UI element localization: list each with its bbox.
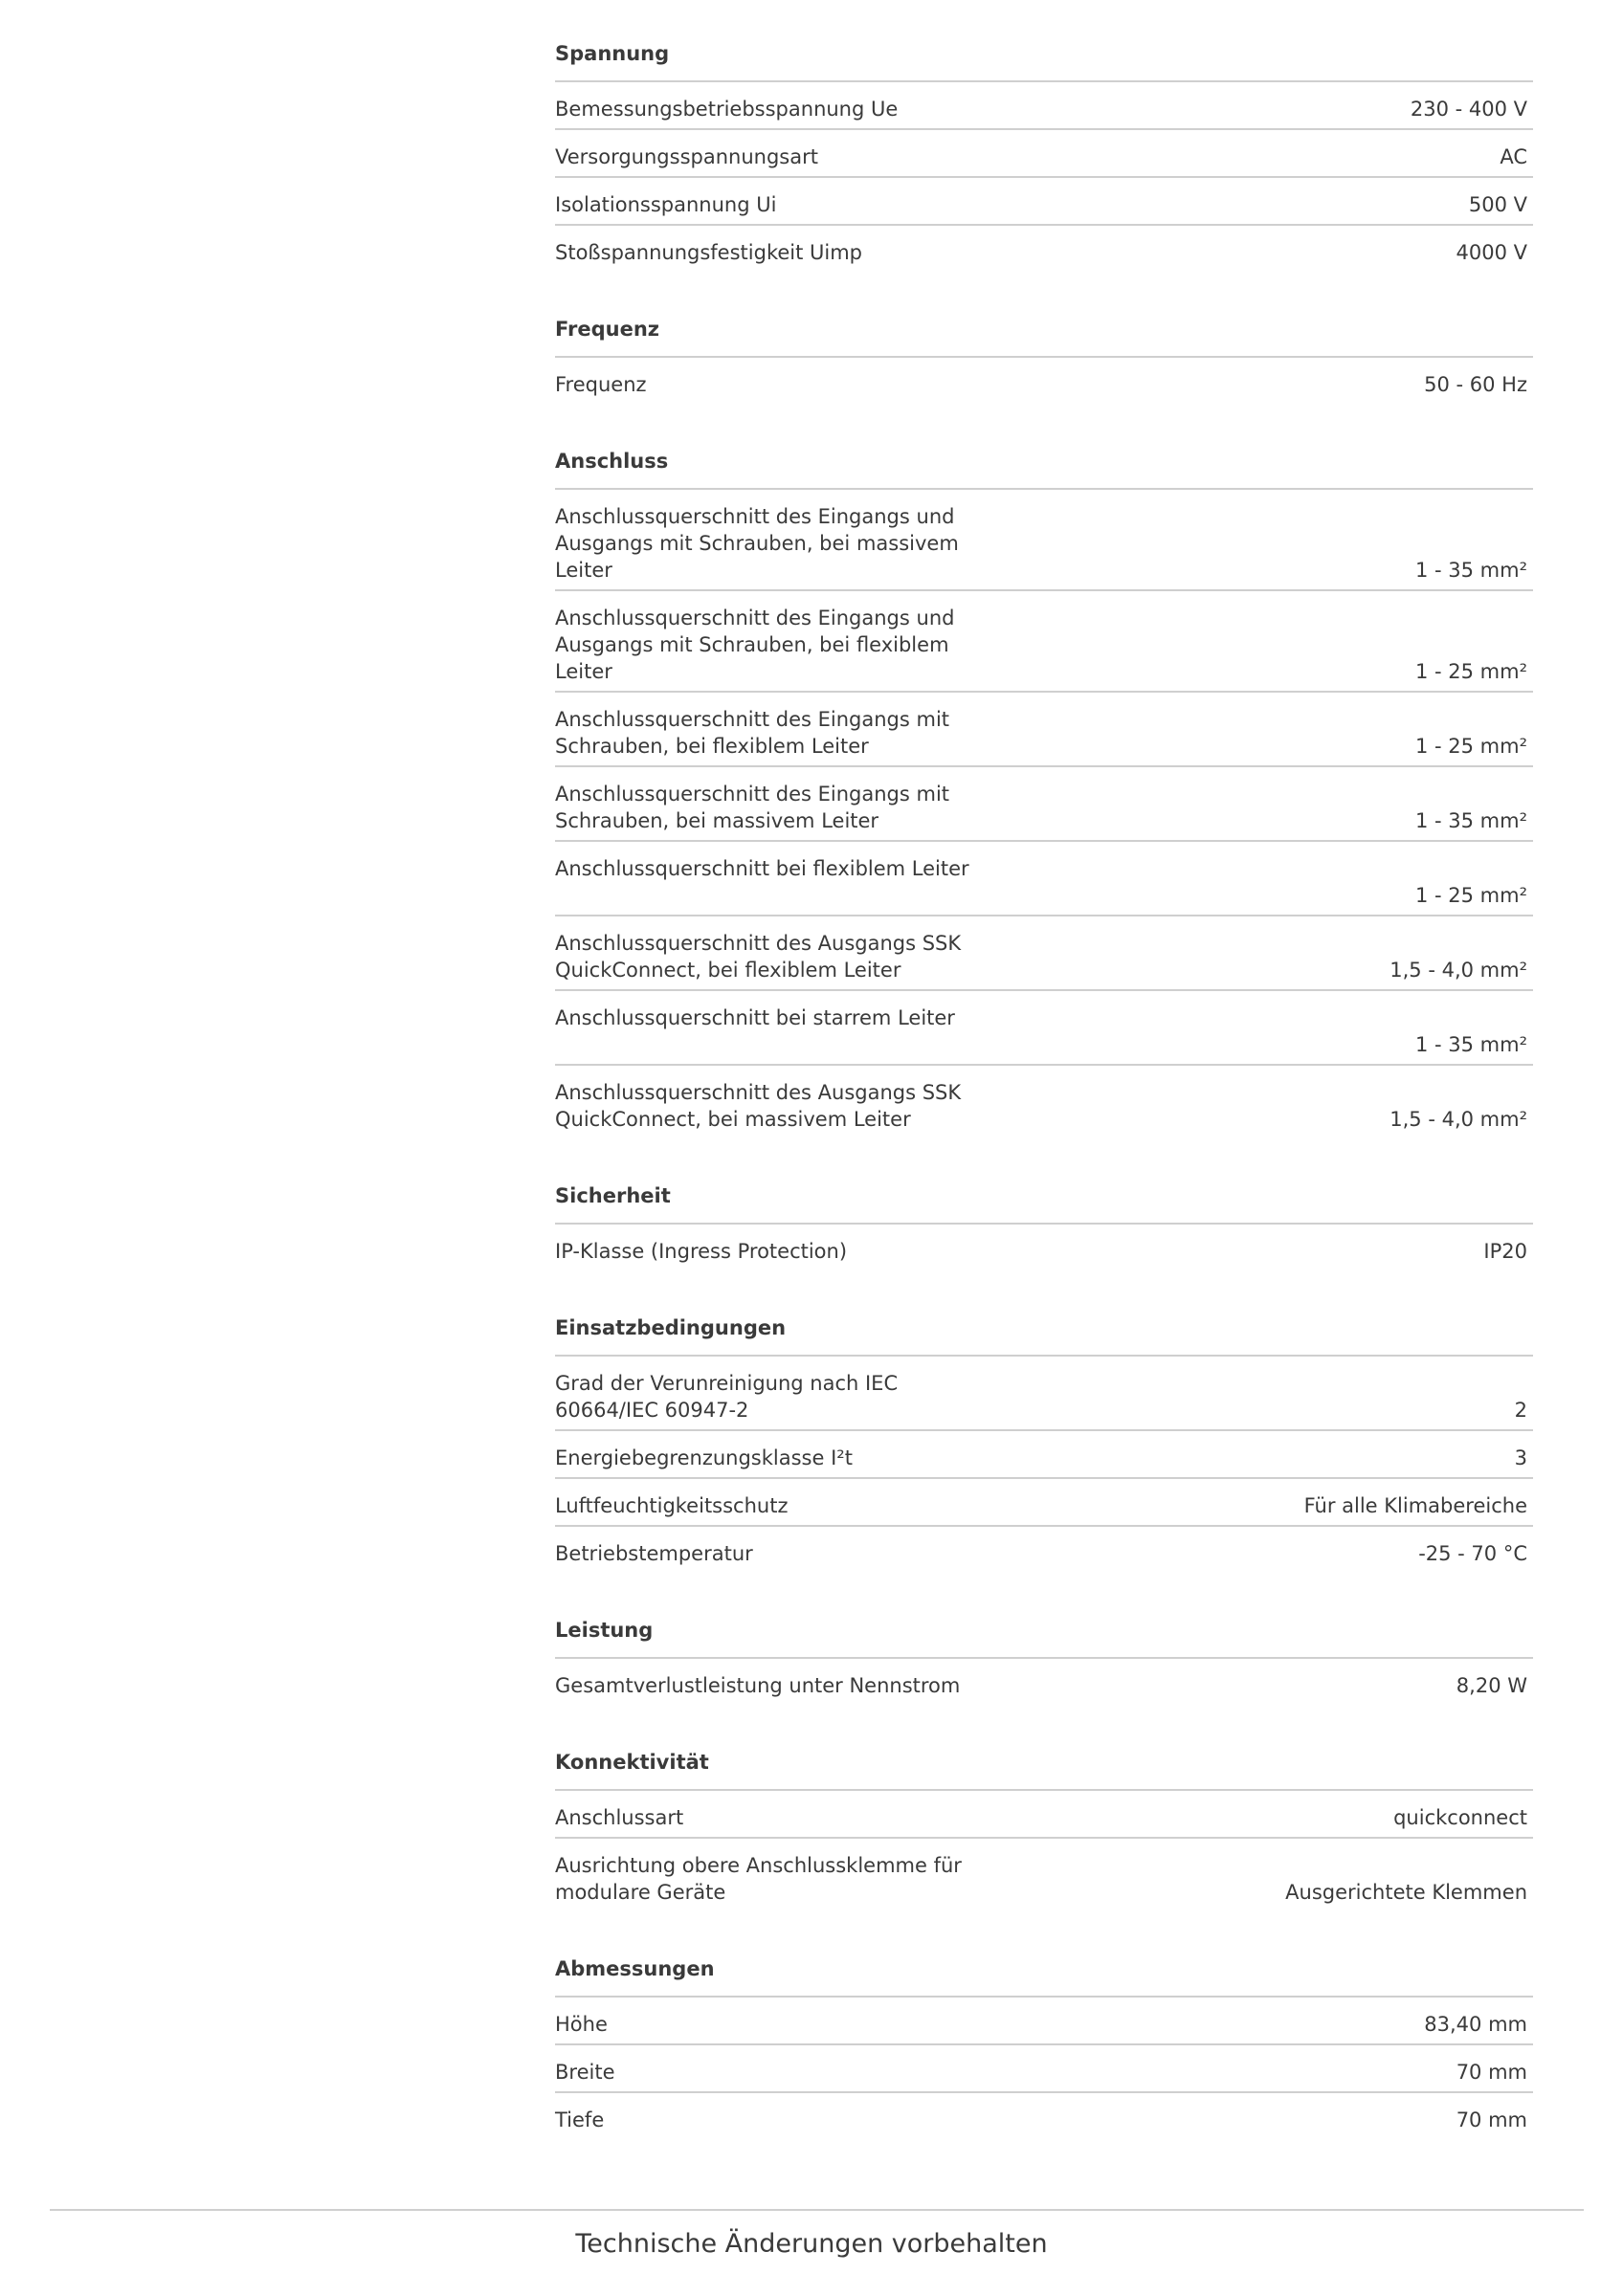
spec-value: 1,5 - 4,0 mm²: [1390, 1108, 1527, 1131]
spec-label: Versorgungsspannungsart: [555, 145, 818, 168]
spec-value: Ausgerichtete Klemmen: [1285, 1881, 1527, 1904]
spec-value: 1,5 - 4,0 mm²: [1390, 959, 1527, 982]
spec-value: 8,20 W: [1456, 1674, 1527, 1697]
spec-value: 70 mm: [1456, 2108, 1527, 2131]
spec-label: Frequenz: [555, 373, 647, 396]
section-title: Konnektivität: [555, 1751, 709, 1774]
spec-value: 2: [1514, 1399, 1527, 1422]
spec-label: Breite: [555, 2061, 615, 2084]
spec-label: Anschlussquerschnitt des Eingangs mit Schrauben, bei flexiblem Leiter: [555, 708, 950, 758]
spec-label: Anschlussquerschnitt des Eingangs mit Schrauben, bei massivem Leiter: [555, 783, 950, 832]
spec-row: [555, 224, 1533, 272]
spec-row: [555, 1657, 1533, 1705]
spec-label: Anschlussquerschnitt des Ausgangs SSK QuickConnect, bei massivem Leiter: [555, 1081, 962, 1131]
spec-value: 1 - 35 mm²: [1414, 809, 1527, 832]
spec-value: 1 - 25 mm²: [1414, 735, 1527, 758]
spec-row: [555, 989, 1533, 1064]
spec-label: Isolationsspannung Ui: [555, 193, 777, 216]
spec-row: [555, 915, 1533, 989]
spec-label: Anschlussquerschnitt bei starrem Leiter: [555, 1006, 955, 1029]
spec-label: Anschlussart: [555, 1806, 684, 1829]
spec-row: [555, 589, 1533, 691]
spec-value: 50 - 60 Hz: [1424, 373, 1527, 396]
spec-value: -25 - 70 °C: [1418, 1542, 1527, 1565]
spec-label: Ausrichtung obere Anschlussklemme für modulare Geräte: [555, 1854, 962, 1904]
spec-row: [555, 128, 1533, 176]
spec-value: IP20: [1483, 1240, 1527, 1263]
spec-row: [555, 1996, 1533, 2043]
spec-row: [555, 1477, 1533, 1525]
section-title: Anschluss: [555, 450, 669, 473]
spec-row: [555, 356, 1533, 404]
spec-value: 1 - 25 mm²: [1414, 884, 1527, 907]
spec-label: IP-Klasse (Ingress Protection): [555, 1240, 848, 1263]
section-title: Abmessungen: [555, 1957, 715, 1980]
spec-label: Luftfeuchtigkeitsschutz: [555, 1494, 789, 1517]
spec-value: AC: [1500, 145, 1527, 168]
spec-row: [555, 80, 1533, 128]
spec-row: [555, 488, 1533, 589]
spec-row: [555, 840, 1533, 915]
spec-label: Tiefe: [555, 2108, 605, 2131]
footer-divider: [50, 2209, 1584, 2211]
spec-value: 1 - 35 mm²: [1414, 1033, 1527, 1056]
spec-value: quickconnect: [1393, 1806, 1527, 1829]
spec-row: [555, 1355, 1533, 1429]
spec-label: Gesamtverlustleistung unter Nennstrom: [555, 1674, 961, 1697]
spec-label: Betriebstemperatur: [555, 1542, 753, 1565]
spec-row: [555, 2091, 1533, 2139]
spec-label: Energiebegrenzungsklasse I²t: [555, 1446, 853, 1469]
spec-row: [555, 1064, 1533, 1138]
spec-row: [555, 765, 1533, 840]
spec-label: Stoßspannungsfestigkeit Uimp: [555, 241, 863, 264]
footer-note: Technische Änderungen vorbehalten: [575, 2229, 1048, 2259]
spec-label: Anschlussquerschnitt des Eingangs und Ausgangs mit Schrauben, bei massivem Leiter: [555, 505, 959, 582]
spec-value: 1 - 35 mm²: [1414, 559, 1527, 582]
section-title: Sicherheit: [555, 1184, 671, 1207]
spec-row: [555, 1223, 1533, 1270]
spec-value: 500 V: [1468, 193, 1527, 216]
spec-label: Anschlussquerschnitt des Ausgangs SSK QuickConnect, bei flexiblem Leiter: [555, 932, 962, 982]
spec-row: [555, 1525, 1533, 1573]
spec-value: 1 - 25 mm²: [1414, 660, 1527, 683]
spec-row: [555, 691, 1533, 765]
spec-value: Für alle Klimabereiche: [1303, 1494, 1527, 1517]
spec-value: 83,40 mm: [1424, 2013, 1527, 2036]
section-title: Frequenz: [555, 318, 659, 341]
spec-value: 4000 V: [1456, 241, 1527, 264]
spec-value: 230 - 400 V: [1410, 98, 1527, 121]
spec-label: Anschlussquerschnitt bei flexiblem Leiter: [555, 857, 969, 880]
section-title: Spannung: [555, 42, 670, 65]
spec-label: Bemessungsbetriebsspannung Ue: [555, 98, 899, 121]
section-title: Leistung: [555, 1619, 654, 1642]
spec-label: Grad der Verunreinigung nach IEC 60664/IEC 60947-2: [555, 1372, 899, 1422]
spec-row: [555, 1837, 1533, 1911]
spec-row: [555, 176, 1533, 224]
spec-value: 70 mm: [1456, 2061, 1527, 2084]
spec-value: 3: [1514, 1446, 1527, 1469]
spec-row: [555, 1789, 1533, 1837]
spec-label: Höhe: [555, 2013, 608, 2036]
spec-row: [555, 1429, 1533, 1477]
section-title: Einsatzbedingungen: [555, 1316, 787, 1339]
spec-label: Anschlussquerschnitt des Eingangs und Ausgangs mit Schrauben, bei flexiblem Leiter: [555, 607, 955, 683]
spec-row: [555, 2043, 1533, 2091]
